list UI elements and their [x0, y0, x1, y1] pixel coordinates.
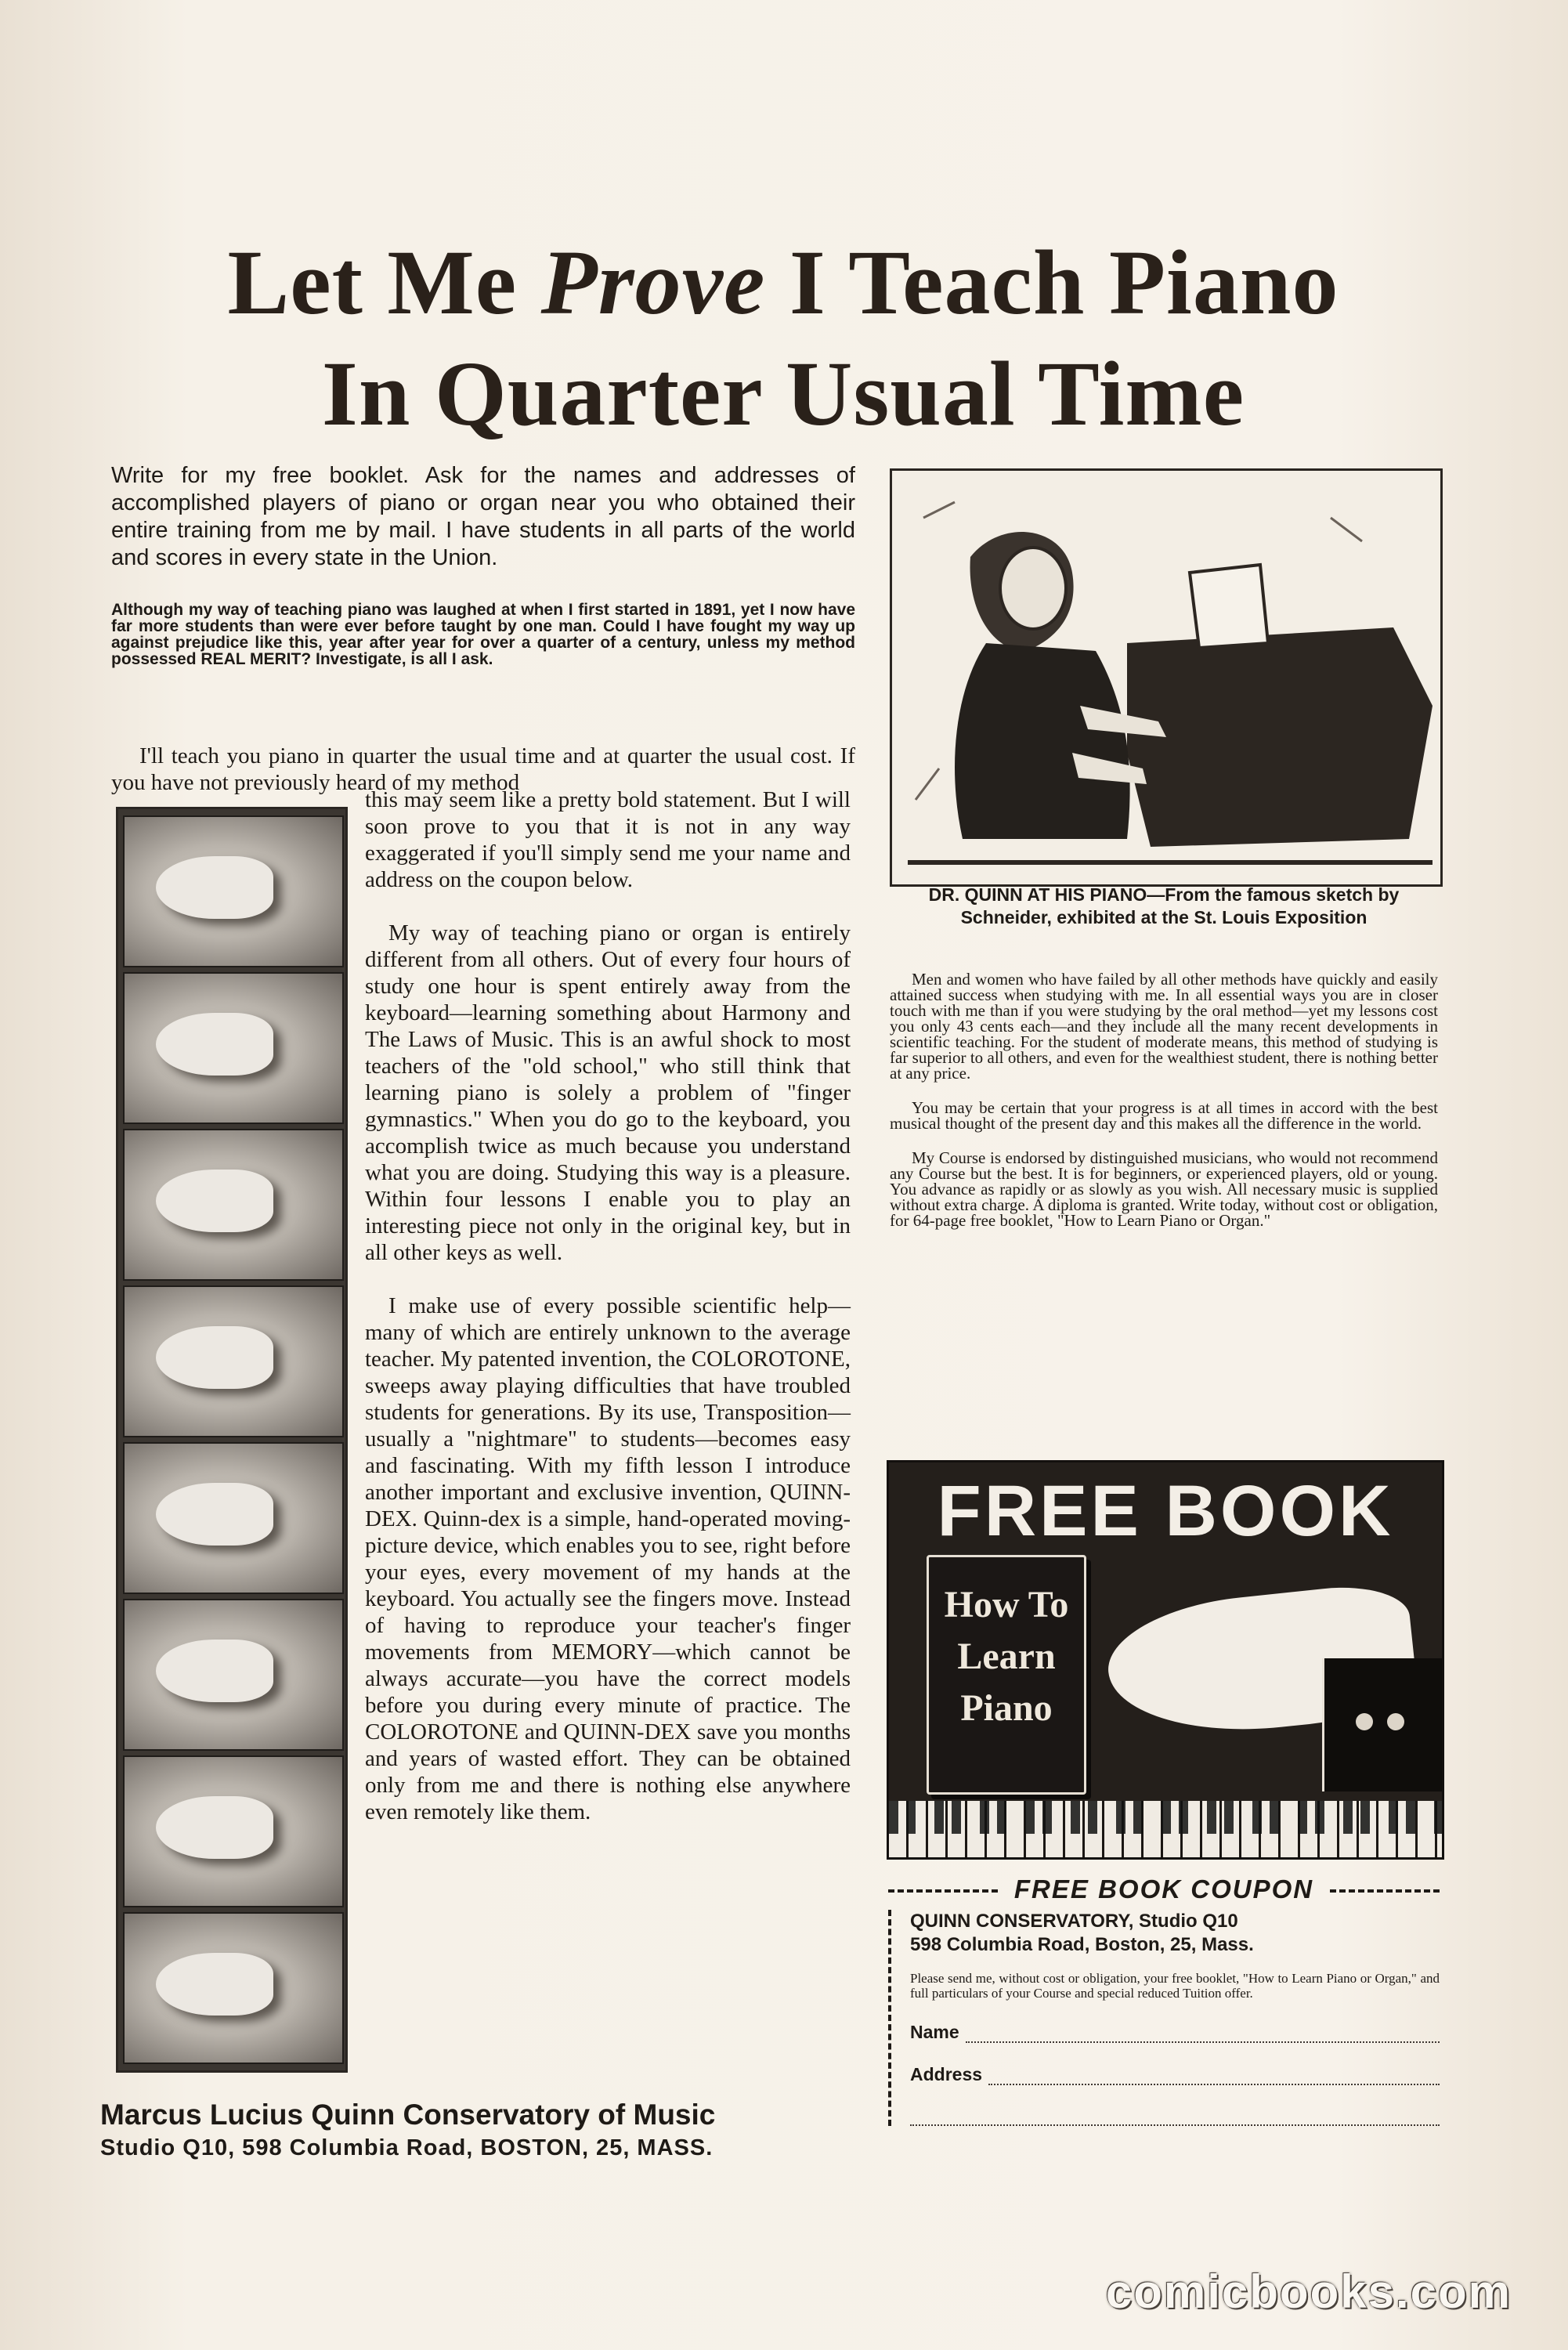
headline-line-2: In Quarter Usual Time: [321, 342, 1245, 445]
coupon-address-field[interactable]: [910, 2059, 1440, 2085]
conservatory-address: Studio Q10, 598 Columbia Road, BOSTON, 25, MASS.: [100, 2135, 714, 2160]
coupon-request-text: Please send me, without cost or obligation, your free booklet, "How to Learn Piano or Organ," and full particulars of your Course and special reduced Tuition offer.: [910, 1971, 1440, 2001]
coupon-address: 598 Columbia Road, Boston, 25, Mass.: [910, 1934, 1254, 1955]
piano-keys-illustration: [889, 1801, 1442, 1857]
piano-sketch-illustration: [890, 468, 1443, 887]
sleeve-cuff-illustration: [1322, 1658, 1442, 1791]
headline-line-1: Let Me Prove I Teach Piano: [227, 231, 1339, 334]
right-paragraph-3: My Course is endorsed by distinguished musicians, who would not recommend any Course but the best. It is for beginners, or experienced players, old or young. You advance as rapidly or as slowly as you wish. All necessary music is supplied without extra charge. A diploma is granted. Write today, without cost or obligation, for 64-page free booklet, "How to Learn Piano or Organ.": [890, 1148, 1438, 1230]
coupon-name-field[interactable]: [910, 2016, 1440, 2043]
name-label: Name: [910, 2022, 959, 2042]
hand-photo-frame: [123, 815, 344, 967]
cuff-button-icon: [1356, 1713, 1373, 1730]
book-cover: [927, 1555, 1086, 1795]
body-paragraph-3: I make use of every possible scientific help—many of which are entirely unknown to the average teacher. My patented invention, the COLOROTONE, sweeps away playing difficulties that have troubled students for generations. By its use, Transposition—usually a "nightmare" to students—becomes easy and fascinating. With my fifth lesson I introduce another important and exclusive invention, QUINN-DEX. Quinn-dex is a simple, hand-operated moving-picture device, which enables you to see, right before your eyes, every movement of my hands at the keyboard. You actually see the fingers move. Instead of having to reproduce your teacher's finger movements from MEMORY—which cannot be always accurate—you have the correct models before you during every minute of practice. The COLOROTONE and QUINN-DEX save you months and years of wasted effort. They can be obtained only from me and there is nothing else anywhere even remotely like them.: [365, 1293, 851, 1824]
hand-photo-frame: [123, 1442, 344, 1594]
headline-emphasis: Prove: [540, 231, 766, 334]
coupon-heading: FREE BOOK COUPON: [888, 1874, 1440, 1905]
body-paragraph-2: My way of teaching piano or organ is entirely different from all others. Out of every four hours of study one hour is spent entirely away from the keyboard—learning something about Harmony and The Laws of Music. This is an awful shock to most teachers of the "old school," who still think that learning piano is solely a problem of "finger gymnastics." When you do go to the keyboard, you accomplish twice as much because you understand what you are doing. Studying this way is a pleasure. Within four lessons I enable you to play an interesting piece not only in the original key, but in all other keys as well.: [365, 920, 851, 1265]
right-paragraph-2: You may be certain that your progress is at all times in accord with the best musical thought of the present day and this makes all the difference in the world.: [890, 1098, 1438, 1133]
history-paragraph: Although my way of teaching piano was laughed at when I first started in 1891, yet I now have far more students than were ever before taught by one man. Could I have fought my way up against prejudice like this, year after year for over a quarter of a century, unless my method possessed REAL MERIT? Investigate, is all I ask.: [111, 601, 855, 668]
hand-photo-frame: [123, 1129, 344, 1281]
hand-photo-frame: [123, 972, 344, 1124]
body-column: [365, 786, 851, 1852]
site-watermark: comicbooks.com: [1105, 2265, 1512, 2318]
coupon-body: [888, 1910, 1440, 2126]
headline: [94, 227, 1472, 450]
sketch-caption: DR. QUINN AT HIS PIANO—From the famous sketch by Schneider, exhibited at the St. Louis Exposition: [928, 884, 1400, 927]
address-label: Address: [910, 2064, 983, 2084]
name-line[interactable]: [966, 2026, 1440, 2043]
conservatory-signature: [100, 2098, 852, 2164]
right-paragraph-1: Men and women who have failed by all other methods have quickly and easily attained success when studying with me. In all essential ways you are in closer touch with me than if you were studying by the oral method—yet my lessons cost you only 43 cents each—and they include all the many recent developments in scientific teaching. For the student of moderate means, this method of studying is far superior to all others, and even for the wealthiest student, there is nothing better at any price.: [890, 970, 1438, 1083]
book-title-line-2: Learn: [957, 1636, 1056, 1677]
hand-photo-frame: [123, 1912, 344, 2064]
right-column: [890, 971, 1438, 1247]
book-title-line-1: How To: [944, 1584, 1069, 1625]
coupon-studio: QUINN CONSERVATORY, Studio Q10: [910, 1911, 1238, 1932]
lead-paragraph: I'll teach you piano in quarter the usual time and at quarter the usual cost. If you have not previously heard of my method: [111, 743, 855, 795]
finger-photo-strip: [116, 807, 348, 2073]
free-book-panel: [887, 1460, 1444, 1860]
free-book-title: FREE BOOK: [937, 1471, 1394, 1551]
book-title-line-3: Piano: [960, 1687, 1053, 1729]
address-line[interactable]: [988, 2068, 1440, 2085]
free-book-coupon: [888, 1874, 1440, 2126]
intro-paragraph: Write for my free booklet. Ask for the names and addresses of accomplished players of piano or organ near you who obtained their entire training from me by mail. I have students in all parts of the world and scores in every state in the Union.: [111, 463, 855, 570]
hand-photo-frame: [123, 1285, 344, 1437]
conservatory-name: Marcus Lucius Quinn Conservatory of Music: [100, 2099, 716, 2131]
body-paragraph-1: this may seem like a pretty bold statement. But I will soon prove to you that it is not in any way exaggerated if you'll simply send me your name and address on the coupon below.: [365, 787, 851, 892]
pianist-sketch-icon: [892, 471, 1440, 884]
hand-photo-frame: [123, 1599, 344, 1751]
left-intro-column: [111, 462, 855, 667]
hand-photo-frame: [123, 1755, 344, 1907]
cuff-button-icon: [1387, 1713, 1404, 1730]
coupon-extra-line[interactable]: [910, 2102, 1440, 2126]
